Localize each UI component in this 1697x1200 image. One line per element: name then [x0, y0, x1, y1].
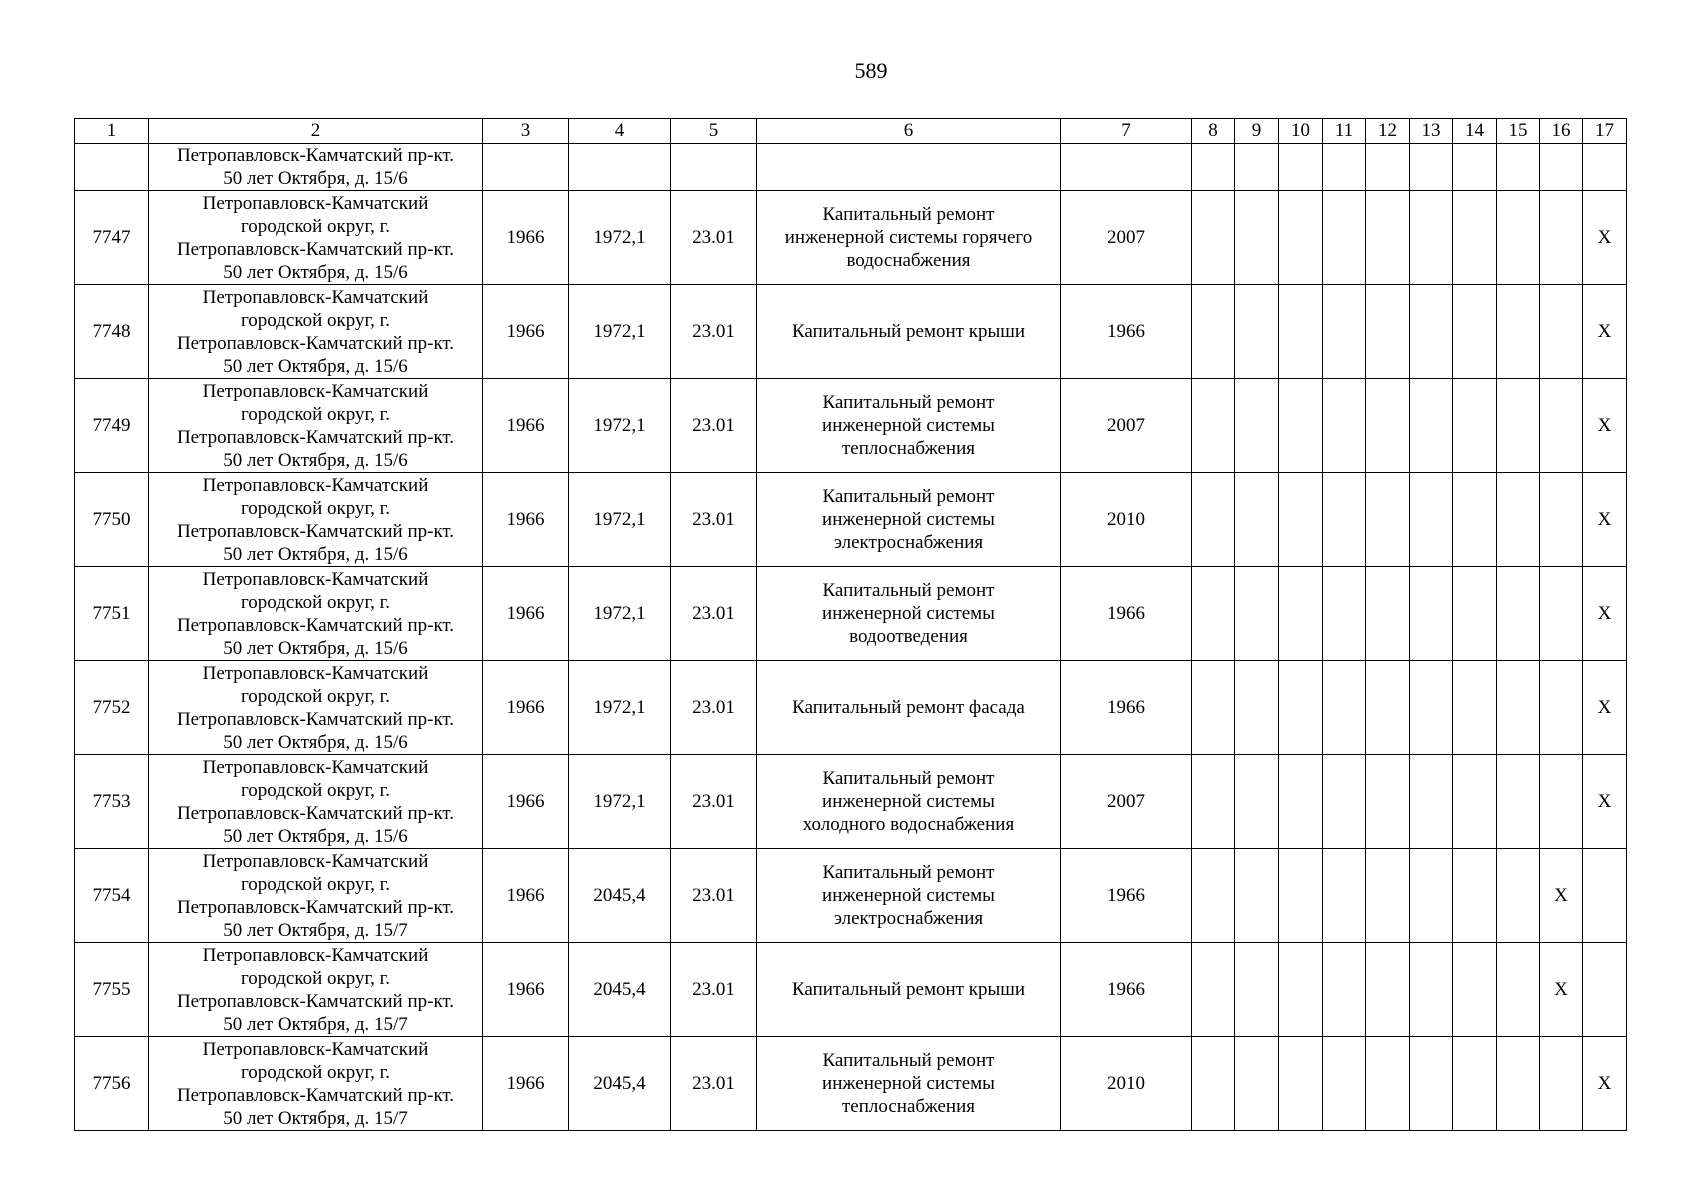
- address-line: городской округ, г.: [240, 497, 391, 519]
- table-row: [75, 943, 1627, 1037]
- cell-work: [757, 1037, 1061, 1131]
- cell-col-11: [1323, 285, 1366, 379]
- cell-col-9: [1235, 379, 1279, 473]
- cell-year: 1966: [483, 379, 569, 473]
- cell-code: 23.01: [671, 849, 757, 943]
- address-line: Петропавловск-Камчатский пр-кт.: [176, 708, 455, 730]
- cell-col-12: [1366, 191, 1410, 285]
- cell-col-9: [1235, 191, 1279, 285]
- cell-col-15: [1497, 943, 1540, 1037]
- cell-year: 1966: [483, 285, 569, 379]
- cell-address: [149, 191, 483, 285]
- work-line: Капитальный ремонт: [822, 580, 995, 601]
- cell-col-11: [1323, 943, 1366, 1037]
- work-line: водоотведения: [849, 626, 968, 647]
- cell-col-11: [1323, 849, 1366, 943]
- cell-last-repair: [1061, 144, 1192, 191]
- cell-code: [671, 144, 757, 191]
- mark-cell: X: [1583, 473, 1627, 567]
- table-row: [75, 755, 1627, 849]
- cell-col-11: [1323, 1037, 1366, 1131]
- work-line: Капитальный ремонт: [822, 768, 995, 789]
- column-header: 2: [149, 119, 483, 144]
- cell-col-9: [1235, 144, 1279, 191]
- address-line: 50 лет Октября, д. 15/6: [223, 261, 408, 283]
- column-header: 12: [1366, 119, 1410, 144]
- cell-col-13: [1410, 755, 1453, 849]
- cell-last-repair: 2010: [1061, 473, 1192, 567]
- address-line: Петропавловск-Камчатский: [202, 380, 429, 402]
- mark-cell: X: [1540, 943, 1583, 1037]
- cell-col-12: [1366, 144, 1410, 191]
- cell-col-11: [1323, 755, 1366, 849]
- cell-col-10: [1279, 144, 1323, 191]
- work-line: Капитальный ремонт: [822, 204, 995, 225]
- cell-col-15: [1497, 755, 1540, 849]
- cell-id: 7754: [75, 849, 149, 943]
- column-header: 7: [1061, 119, 1192, 144]
- cell-col-16: [1540, 1037, 1583, 1131]
- cell-area: 2045,4: [569, 943, 671, 1037]
- cell-col-9: [1235, 567, 1279, 661]
- cell-col-11: [1323, 473, 1366, 567]
- cell-col-12: [1366, 567, 1410, 661]
- cell-col-14: [1453, 285, 1497, 379]
- mark-cell: X: [1583, 285, 1627, 379]
- cell-area: 1972,1: [569, 285, 671, 379]
- cell-col-15: [1497, 473, 1540, 567]
- cell-code: 23.01: [671, 191, 757, 285]
- work-line: Капитальный ремонт: [822, 392, 995, 413]
- address-line: Петропавловск-Камчатский пр-кт.: [176, 332, 455, 354]
- cell-year: 1966: [483, 567, 569, 661]
- cell-id: 7756: [75, 1037, 149, 1131]
- cell-work: [757, 849, 1061, 943]
- cell-address: [149, 473, 483, 567]
- mark-cell: X: [1583, 1037, 1627, 1131]
- table-row: [75, 379, 1627, 473]
- cell-work: [757, 755, 1061, 849]
- work-line: Капитальный ремонт крыши: [791, 321, 1026, 342]
- cell-col-15: [1497, 567, 1540, 661]
- work-line: теплоснабжения: [842, 1096, 975, 1117]
- cell-col-8: [1192, 191, 1235, 285]
- cell-col-14: [1453, 191, 1497, 285]
- cell-area: 2045,4: [569, 1037, 671, 1131]
- address-line: Петропавловск-Камчатский: [202, 568, 429, 590]
- cell-col-12: [1366, 849, 1410, 943]
- cell-col-14: [1453, 567, 1497, 661]
- cell-col-8: [1192, 285, 1235, 379]
- cell-col-8: [1192, 943, 1235, 1037]
- cell-col-10: [1279, 379, 1323, 473]
- cell-col-16: [1540, 473, 1583, 567]
- cell-col-11: [1323, 191, 1366, 285]
- cell-code: 23.01: [671, 1037, 757, 1131]
- cell-col-15: [1497, 661, 1540, 755]
- cell-col-13: [1410, 943, 1453, 1037]
- cell-col-11: [1323, 379, 1366, 473]
- cell-col-13: [1410, 1037, 1453, 1131]
- cell-last-repair: 2007: [1061, 379, 1192, 473]
- table-row: [75, 191, 1627, 285]
- cell-area: 2045,4: [569, 849, 671, 943]
- column-header: 16: [1540, 119, 1583, 144]
- cell-col-12: [1366, 661, 1410, 755]
- cell-area: [569, 144, 671, 191]
- address-line: Петропавловск-Камчатский пр-кт.: [176, 520, 455, 542]
- cell-work: [757, 661, 1061, 755]
- table-row: [75, 473, 1627, 567]
- address-line: 50 лет Октября, д. 15/6: [223, 543, 408, 565]
- cell-col-15: [1497, 379, 1540, 473]
- cell-last-repair: 1966: [1061, 285, 1192, 379]
- cell-area: 1972,1: [569, 755, 671, 849]
- cell-address: [149, 661, 483, 755]
- cell-col-9: [1235, 849, 1279, 943]
- work-line: Капитальный ремонт: [822, 1050, 995, 1071]
- address-line: городской округ, г.: [240, 215, 391, 237]
- cell-col-15: [1497, 1037, 1540, 1131]
- address-line: Петропавловск-Камчатский: [202, 850, 429, 872]
- work-line: электроснабжения: [833, 908, 984, 929]
- mark-cell: X: [1583, 755, 1627, 849]
- address-line: городской округ, г.: [240, 591, 391, 613]
- column-header: 11: [1323, 119, 1366, 144]
- work-line: Капитальный ремонт крыши: [791, 979, 1026, 1000]
- cell-last-repair: 1966: [1061, 943, 1192, 1037]
- repair-schedule-table: [74, 118, 1627, 1131]
- cell-col-15: [1497, 191, 1540, 285]
- address-line: 50 лет Октября, д. 15/7: [223, 919, 408, 941]
- cell-code: 23.01: [671, 285, 757, 379]
- cell-last-repair: 2007: [1061, 755, 1192, 849]
- column-header: 8: [1192, 119, 1235, 144]
- mark-cell: X: [1540, 849, 1583, 943]
- address-line: Петропавловск-Камчатский: [202, 756, 429, 778]
- cell-col-10: [1279, 191, 1323, 285]
- cell-year: 1966: [483, 849, 569, 943]
- cell-year: 1966: [483, 661, 569, 755]
- cell-col-8: [1192, 1037, 1235, 1131]
- table-row: [75, 1037, 1627, 1131]
- cell-area: 1972,1: [569, 567, 671, 661]
- cell-col-14: [1453, 144, 1497, 191]
- cell-last-repair: 1966: [1061, 567, 1192, 661]
- cell-col-16: [1540, 191, 1583, 285]
- cell-address: [149, 567, 483, 661]
- cell-col-16: [1540, 755, 1583, 849]
- cell-col-14: [1453, 943, 1497, 1037]
- cell-year: 1966: [483, 755, 569, 849]
- address-line: 50 лет Октября, д. 15/6: [223, 168, 408, 189]
- cell-year: 1966: [483, 1037, 569, 1131]
- cell-col-15: [1497, 849, 1540, 943]
- cell-col-12: [1366, 755, 1410, 849]
- column-header: 1: [75, 119, 149, 144]
- column-header: 5: [671, 119, 757, 144]
- address-line: городской округ, г.: [240, 967, 391, 989]
- cell-col-13: [1410, 661, 1453, 755]
- table-row: [75, 849, 1627, 943]
- cell-id: 7749: [75, 379, 149, 473]
- column-header: 4: [569, 119, 671, 144]
- cell-col-11: [1323, 567, 1366, 661]
- work-line: водоснабжения: [846, 250, 971, 271]
- cell-col-13: [1410, 379, 1453, 473]
- address-line: городской округ, г.: [240, 1061, 391, 1083]
- cell-id: 7752: [75, 661, 149, 755]
- work-line: инженерной системы: [822, 791, 995, 812]
- work-line: холодного водоснабжения: [802, 814, 1015, 835]
- work-line: инженерной системы горячего: [784, 227, 1033, 248]
- work-line: инженерной системы: [822, 603, 995, 624]
- address-line: Петропавловск-Камчатский: [202, 662, 429, 684]
- work-line: инженерной системы: [822, 885, 995, 906]
- cell-col-8: [1192, 379, 1235, 473]
- address-line: 50 лет Октября, д. 15/6: [223, 355, 408, 377]
- cell-col-12: [1366, 379, 1410, 473]
- cell-last-repair: 2007: [1061, 191, 1192, 285]
- cell-col-17: [1583, 849, 1627, 943]
- work-line: Капитальный ремонт фасада: [792, 697, 1025, 718]
- cell-code: 23.01: [671, 755, 757, 849]
- address-line: Петропавловск-Камчатский: [202, 286, 429, 308]
- cell-code: 23.01: [671, 473, 757, 567]
- cell-col-8: [1192, 849, 1235, 943]
- address-line: городской округ, г.: [240, 779, 391, 801]
- cell-work: [757, 943, 1061, 1037]
- cell-year: 1966: [483, 473, 569, 567]
- cell-col-15: [1497, 285, 1540, 379]
- cell-col-12: [1366, 1037, 1410, 1131]
- address-line: Петропавловск-Камчатский пр-кт.: [176, 145, 455, 166]
- cell-col-16: [1540, 144, 1583, 191]
- mark-cell: X: [1583, 379, 1627, 473]
- mark-cell: X: [1583, 661, 1627, 755]
- table-row: [75, 285, 1627, 379]
- cell-id: 7755: [75, 943, 149, 1037]
- address-line: 50 лет Октября, д. 15/7: [223, 1013, 408, 1035]
- cell-last-repair: 2010: [1061, 1037, 1192, 1131]
- cell-code: 23.01: [671, 661, 757, 755]
- table-row: [75, 567, 1627, 661]
- address-line: городской округ, г.: [240, 873, 391, 895]
- work-line: инженерной системы: [822, 509, 995, 530]
- address-line: Петропавловск-Камчатский пр-кт.: [176, 238, 455, 260]
- address-line: Петропавловск-Камчатский пр-кт.: [176, 614, 455, 636]
- address-line: 50 лет Октября, д. 15/7: [223, 1107, 408, 1129]
- cell-col-10: [1279, 755, 1323, 849]
- cell-col-8: [1192, 144, 1235, 191]
- cell-col-16: [1540, 567, 1583, 661]
- cell-col-14: [1453, 661, 1497, 755]
- cell-code: 23.01: [671, 943, 757, 1037]
- cell-id: 7753: [75, 755, 149, 849]
- cell-year: 1966: [483, 191, 569, 285]
- cell-col-10: [1279, 849, 1323, 943]
- cell-id: 7748: [75, 285, 149, 379]
- address-line: Петропавловск-Камчатский пр-кт.: [176, 426, 455, 448]
- cell-col-9: [1235, 285, 1279, 379]
- address-line: 50 лет Октября, д. 15/6: [223, 637, 408, 659]
- address-line: 50 лет Октября, д. 15/6: [223, 449, 408, 471]
- cell-year: [483, 144, 569, 191]
- cell-col-16: [1540, 285, 1583, 379]
- cell-col-12: [1366, 285, 1410, 379]
- cell-col-8: [1192, 755, 1235, 849]
- page-number: 589: [854, 58, 888, 83]
- address-line: Петропавловск-Камчатский: [202, 474, 429, 496]
- mark-cell: X: [1583, 191, 1627, 285]
- cell-last-repair: 1966: [1061, 661, 1192, 755]
- cell-col-13: [1410, 567, 1453, 661]
- column-header: 9: [1235, 119, 1279, 144]
- cell-col-10: [1279, 285, 1323, 379]
- cell-col-11: [1323, 144, 1366, 191]
- cell-address: [149, 144, 483, 191]
- cell-address: [149, 849, 483, 943]
- cell-col-8: [1192, 473, 1235, 567]
- cell-address: [149, 379, 483, 473]
- cell-work: [757, 191, 1061, 285]
- cell-col-10: [1279, 943, 1323, 1037]
- cell-col-13: [1410, 285, 1453, 379]
- cell-work: [757, 144, 1061, 191]
- address-line: Петропавловск-Камчатский: [202, 1038, 429, 1060]
- column-header: 6: [757, 119, 1061, 144]
- cell-col-14: [1453, 473, 1497, 567]
- cell-work: [757, 379, 1061, 473]
- cell-col-10: [1279, 473, 1323, 567]
- column-header: 13: [1410, 119, 1453, 144]
- cell-id: [75, 144, 149, 191]
- cell-area: 1972,1: [569, 379, 671, 473]
- cell-address: [149, 285, 483, 379]
- cell-col-12: [1366, 943, 1410, 1037]
- cell-address: [149, 943, 483, 1037]
- cell-id: 7751: [75, 567, 149, 661]
- column-header: 10: [1279, 119, 1323, 144]
- column-header: 15: [1497, 119, 1540, 144]
- cell-work: [757, 285, 1061, 379]
- cell-area: 1972,1: [569, 661, 671, 755]
- cell-col-14: [1453, 755, 1497, 849]
- cell-col-9: [1235, 755, 1279, 849]
- table-row: [75, 661, 1627, 755]
- work-line: Капитальный ремонт: [822, 486, 995, 507]
- cell-col-13: [1410, 191, 1453, 285]
- cell-col-16: [1540, 661, 1583, 755]
- work-line: электроснабжения: [833, 532, 984, 553]
- work-line: Капитальный ремонт: [822, 862, 995, 883]
- address-line: Петропавловск-Камчатский пр-кт.: [176, 990, 455, 1012]
- cell-col-9: [1235, 1037, 1279, 1131]
- cell-year: 1966: [483, 943, 569, 1037]
- cell-area: 1972,1: [569, 191, 671, 285]
- cell-col-17: [1583, 943, 1627, 1037]
- cell-col-8: [1192, 567, 1235, 661]
- cell-work: [757, 473, 1061, 567]
- work-line: инженерной системы: [822, 1073, 995, 1094]
- cell-col-14: [1453, 1037, 1497, 1131]
- cell-code: 23.01: [671, 567, 757, 661]
- cell-col-8: [1192, 661, 1235, 755]
- cell-col-10: [1279, 1037, 1323, 1131]
- cell-col-10: [1279, 567, 1323, 661]
- address-line: Петропавловск-Камчатский пр-кт.: [176, 896, 455, 918]
- cell-col-11: [1323, 661, 1366, 755]
- cell-col-13: [1410, 849, 1453, 943]
- cell-col-13: [1410, 144, 1453, 191]
- cell-col-9: [1235, 473, 1279, 567]
- column-header: 14: [1453, 119, 1497, 144]
- cell-col-14: [1453, 379, 1497, 473]
- cell-col-15: [1497, 144, 1540, 191]
- mark-cell: X: [1583, 567, 1627, 661]
- address-line: городской округ, г.: [240, 403, 391, 425]
- address-line: 50 лет Октября, д. 15/6: [223, 825, 408, 847]
- cell-col-12: [1366, 473, 1410, 567]
- cell-id: 7750: [75, 473, 149, 567]
- cell-col-16: [1540, 379, 1583, 473]
- address-line: Петропавловск-Камчатский: [202, 944, 429, 966]
- cell-col-10: [1279, 661, 1323, 755]
- address-line: городской округ, г.: [240, 685, 391, 707]
- work-line: теплоснабжения: [842, 438, 975, 459]
- cell-address: [149, 1037, 483, 1131]
- cell-col-17: [1583, 144, 1627, 191]
- address-line: Петропавловск-Камчатский пр-кт.: [176, 802, 455, 824]
- cell-col-14: [1453, 849, 1497, 943]
- continuation-row: [75, 144, 1627, 191]
- cell-col-9: [1235, 943, 1279, 1037]
- address-line: городской округ, г.: [240, 309, 391, 331]
- address-line: Петропавловск-Камчатский: [202, 192, 429, 214]
- cell-code: 23.01: [671, 379, 757, 473]
- cell-address: [149, 755, 483, 849]
- column-header: 3: [483, 119, 569, 144]
- cell-id: 7747: [75, 191, 149, 285]
- cell-work: [757, 567, 1061, 661]
- cell-col-13: [1410, 473, 1453, 567]
- address-line: 50 лет Октября, д. 15/6: [223, 731, 408, 753]
- cell-col-9: [1235, 661, 1279, 755]
- cell-last-repair: 1966: [1061, 849, 1192, 943]
- cell-area: 1972,1: [569, 473, 671, 567]
- column-header: 17: [1583, 119, 1627, 144]
- header-row: [75, 119, 1627, 144]
- address-line: Петропавловск-Камчатский пр-кт.: [176, 1084, 455, 1106]
- work-line: инженерной системы: [822, 415, 995, 436]
